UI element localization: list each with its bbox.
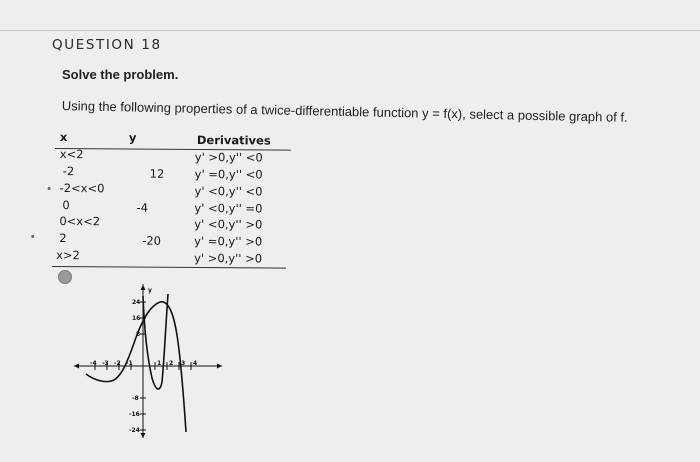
table-cell-y: 12 [149,166,165,181]
table-cell-derivatives: y' >0,y'' >0 [194,250,263,266]
question-title: QUESTION 18 [52,37,162,53]
y-tick-label: -24 [129,427,140,434]
x-tick-label: -1 [126,360,133,367]
table-cell-x: x<2 [59,147,84,162]
table-cell-x: 0 [62,198,70,213]
table-cell-derivatives: y' =0,y'' <0 [194,166,263,182]
table-cell-x: x>2 [56,248,80,263]
table-header-y: y [128,130,137,145]
table-cell-derivatives: y' <0,y'' =0 [194,200,263,216]
x-tick-label: 4 [193,360,198,367]
option-graph [70,282,230,442]
table-cell-derivatives: y' =0,y'' >0 [194,233,263,249]
x-tick-label: 3 [181,360,186,367]
properties-table [54,128,295,272]
bullet-dot [31,235,34,238]
y-axis-label: y [148,287,152,294]
y-axis-arrow-icon [141,285,146,290]
table-header-x: x [59,130,68,145]
y-axis-arrow-down-icon [141,433,146,438]
table-cell-x: -2<x<0 [59,181,105,196]
table-cell-derivatives: y' <0,y'' >0 [194,216,263,232]
x-tick-label: 2 [169,360,174,367]
bullet-dot [48,187,51,190]
question-instruction: Solve the problem. [62,67,179,82]
x-tick-label: 1 [157,360,162,367]
table-cell-x: 0<x<2 [59,214,101,229]
table-cell-y: -4 [136,200,148,215]
x-axis-arrow-left-icon [74,364,79,369]
table-cell-x: 2 [59,231,67,246]
table-header-derivatives: Derivatives [196,132,271,148]
y-tick-label: -16 [129,411,140,418]
question-prompt: Using the following properties of a twice-differentiable function y = f(x), select a possible graph of f. [61,98,628,125]
y-tick-label: 16 [132,315,141,322]
header-divider [0,30,700,31]
table-cell-y: -20 [142,233,162,248]
y-tick-label: 24 [132,299,141,306]
table-cell-derivatives: y' <0,y'' <0 [194,183,263,199]
x-tick-label: -3 [102,360,109,367]
table-bottom-rule [52,266,286,269]
x-axis-arrow-icon [217,364,222,369]
table-cell-derivatives: y' >0,y'' <0 [194,149,263,165]
x-tick-label: -4 [90,360,97,367]
table-cell-x: -2 [62,164,75,179]
function-curve-second [143,294,168,389]
x-tick-label: -2 [114,360,121,367]
y-tick-label: -8 [132,395,139,402]
y-tick-label: 8 [136,331,141,338]
